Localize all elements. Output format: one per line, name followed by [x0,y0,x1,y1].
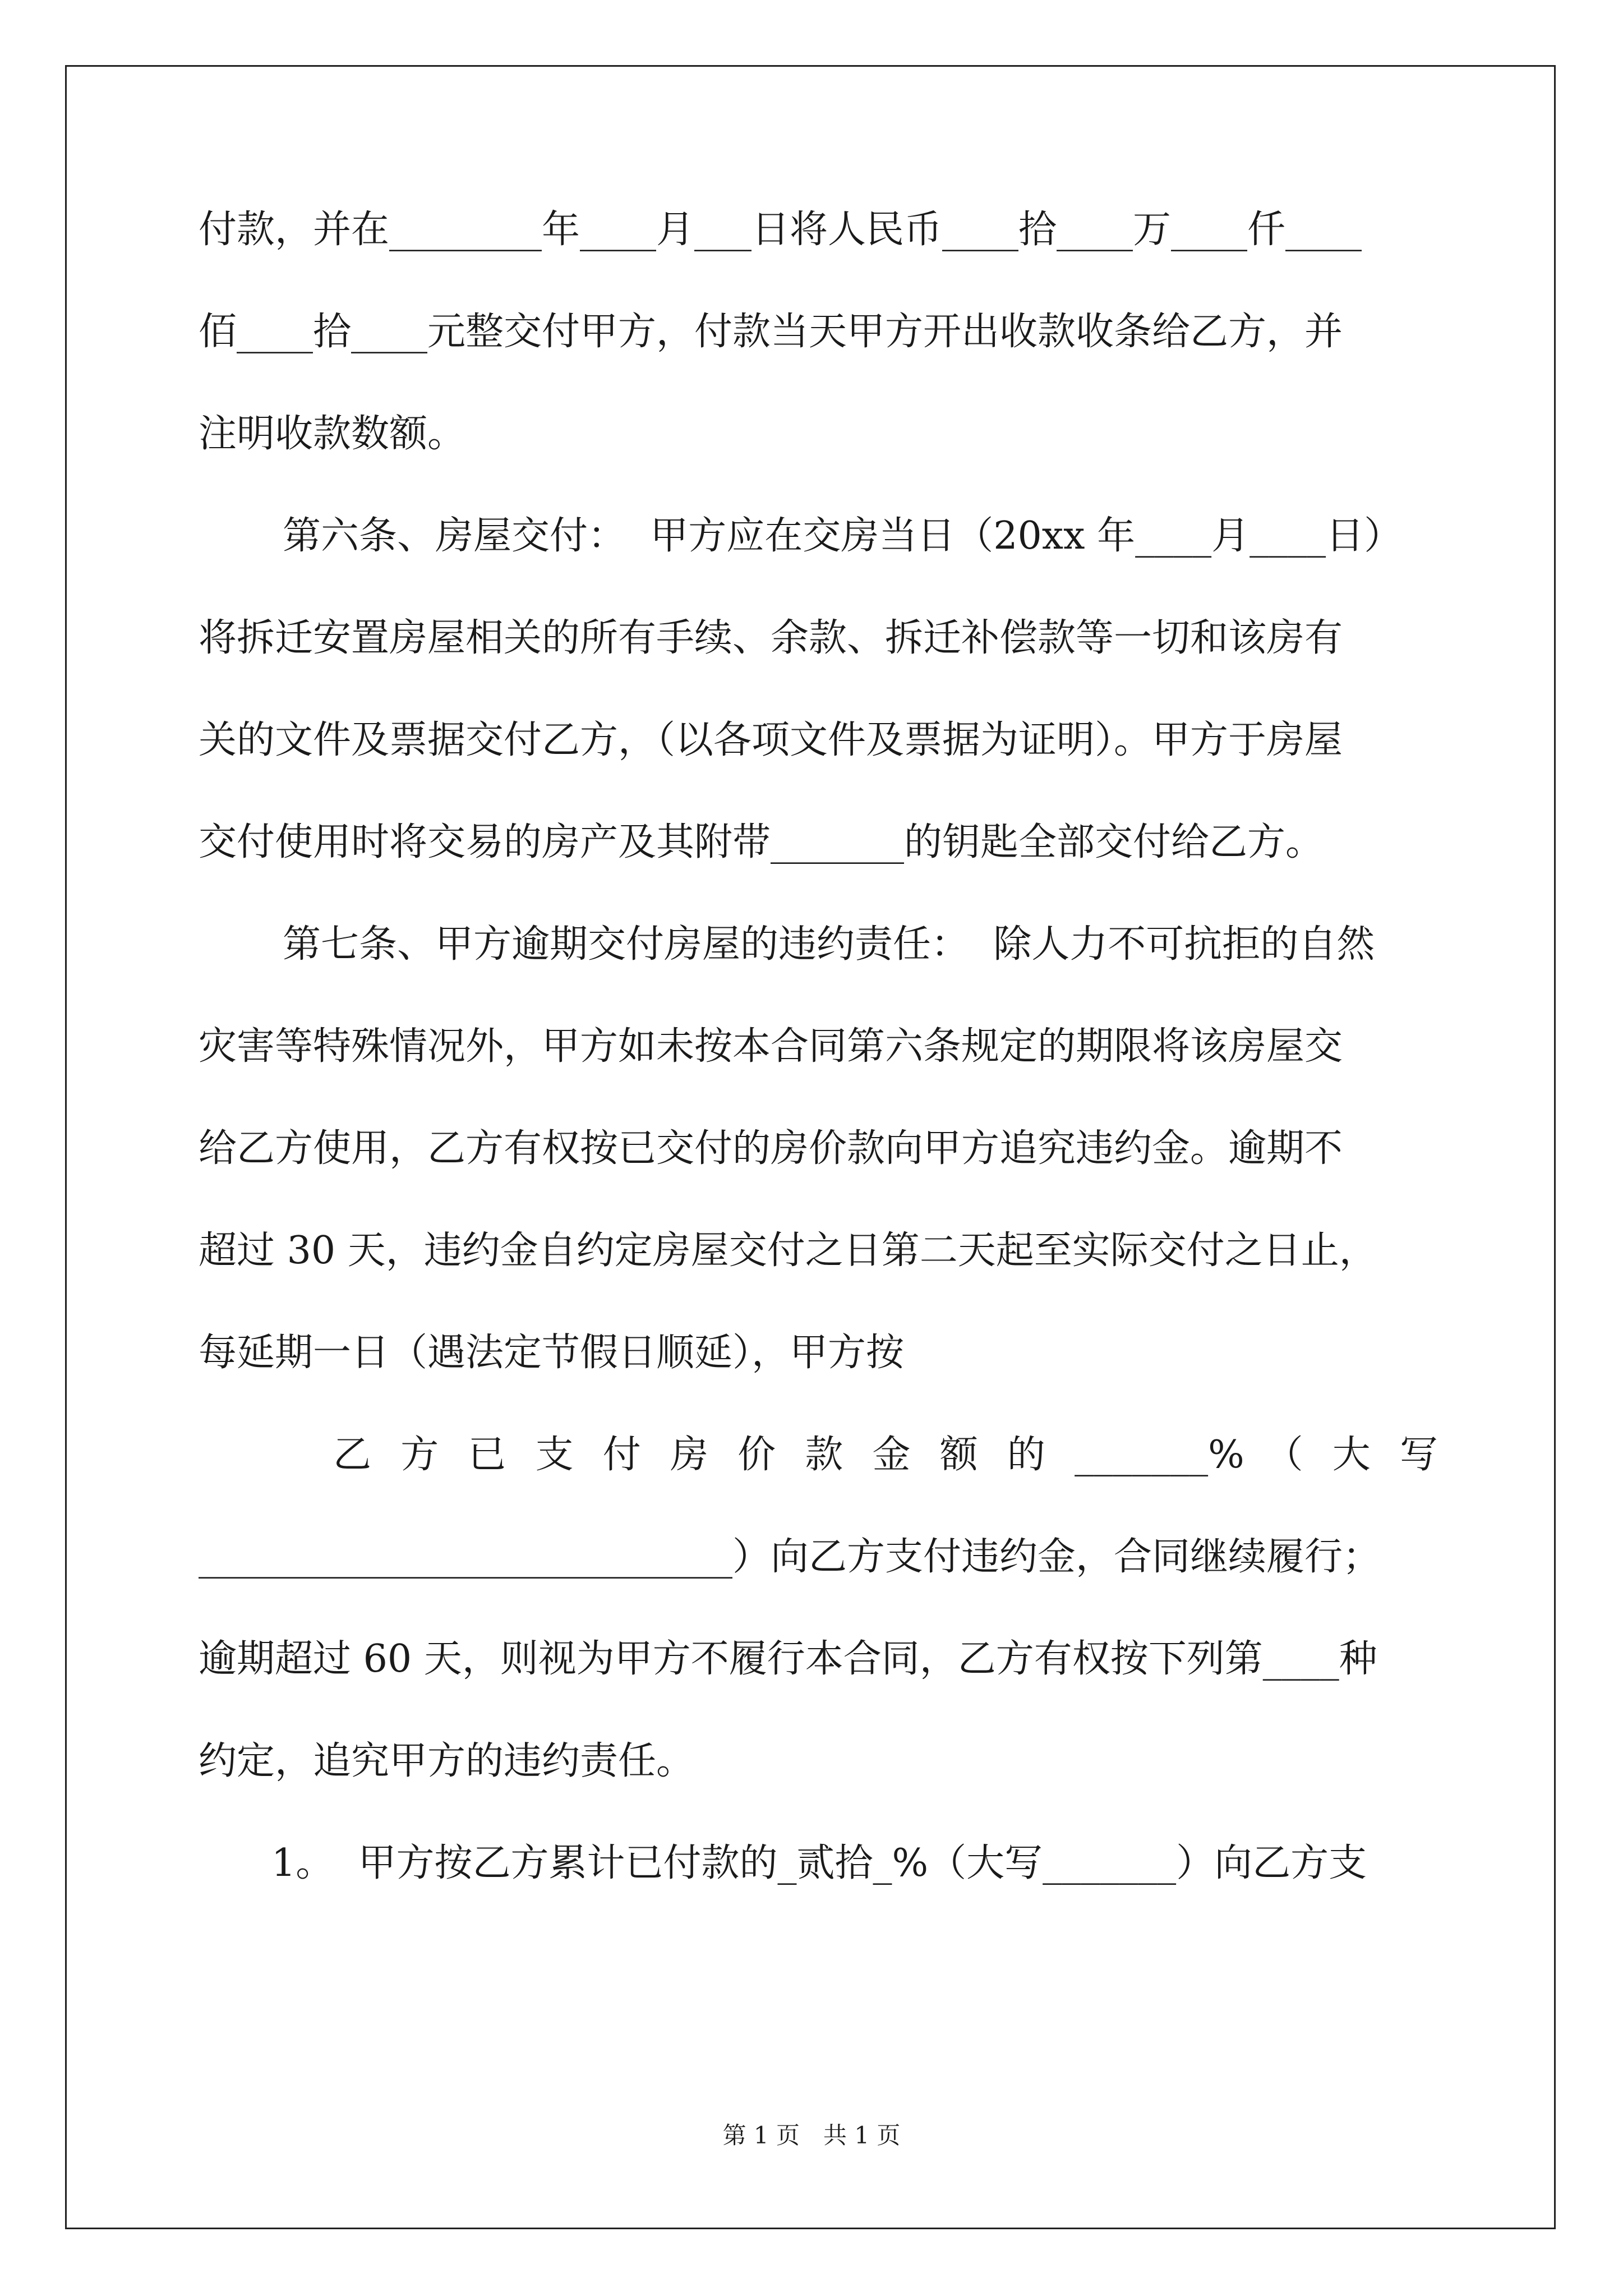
text-line-1: 付款，并在________年____月___日将人民币____拾____万____仟____ [199,208,1362,252]
text-line-2: 佰____拾____元整交付甲方，付款当天甲方开出收款收条给乙方，并 [199,310,1343,354]
text-line-12: 每延期一日（遇法定节假日顺延），甲方按 [199,1331,905,1375]
text-line-16: 约定，追究甲方的违约责任。 [199,1739,695,1783]
text-line-9: 灾害等特殊情况外，甲方如未按本合同第六条规定的期限将该房屋交 [199,1024,1343,1069]
text-line-17: 1。 甲方按乙方累计已付款的_贰拾_%（大写_______）向乙方支 [271,1841,1367,1885]
text-line-11: 超过 30 天，违约金自约定房屋交付之日第二天起至实际交付之日止， [199,1228,1377,1273]
text-line-15: 逾期超过 60 天，则视为甲方不履行本合同，乙方有权按下列第____种 [199,1637,1377,1681]
page-footer: 第 1 页 共 1 页 [722,2122,901,2149]
text-line-13: 乙 方 已 支 付 房 价 款 金 额 的 _______% （ 大 写 [333,1433,1438,1477]
text-line-6: 关的文件及票据交付乙方，（以各项文件及票据为证明）。甲方于房屋 [199,718,1343,762]
text-line-8: 第七条、甲方逾期交付房屋的违约责任： 除人力不可抗拒的自然 [283,922,1375,967]
text-line-14: ____________________________）向乙方支付违约金，合同继续履行； [199,1535,1381,1579]
text-line-10: 给乙方使用，乙方有权按已交付的房价款向甲方追究违约金。逾期不 [199,1126,1343,1171]
text-line-7: 交付使用时将交易的房产及其附带_______的钥匙全部交付给乙方。 [199,820,1324,864]
text-line-4: 第六条、房屋交付： 甲方应在交房当日（20xx 年____月____日） [283,514,1403,558]
text-line-3: 注明收款数额。 [199,412,466,456]
text-line-5: 将拆迁安置房屋相关的所有手续、余款、拆迁补偿款等一切和该房有 [199,616,1343,660]
